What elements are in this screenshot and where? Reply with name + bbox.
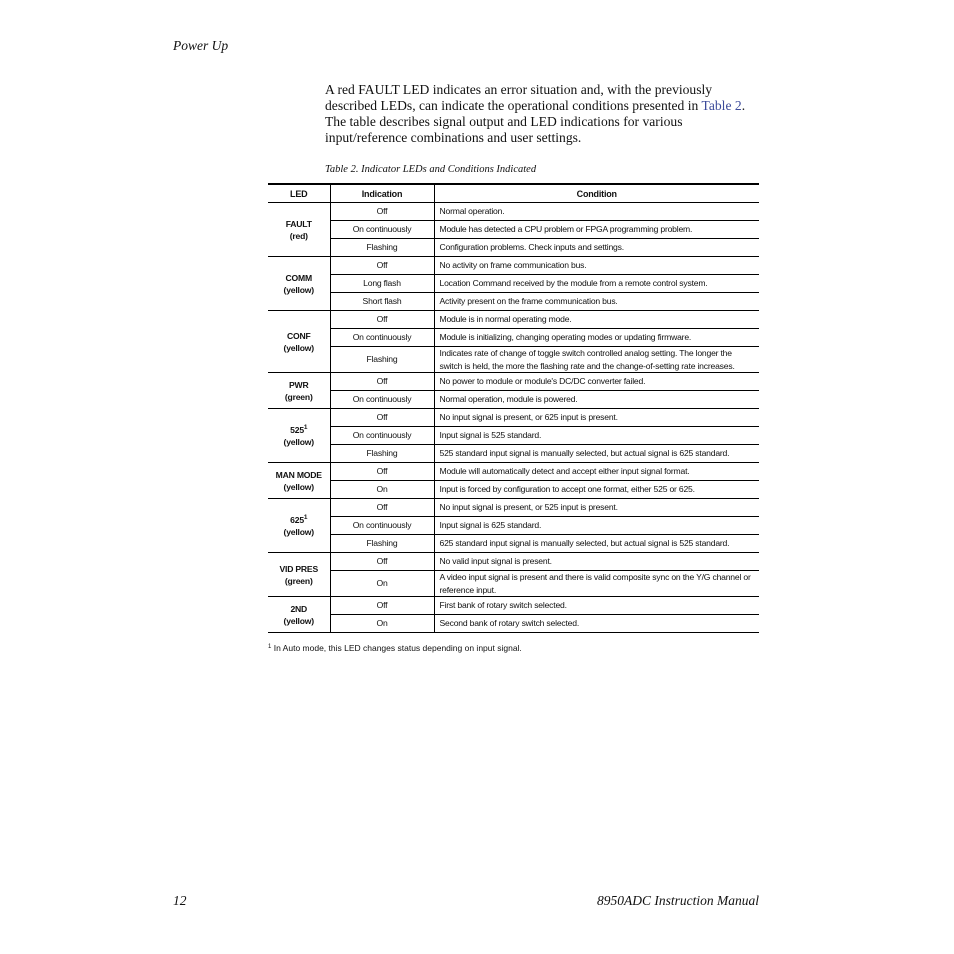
indication-cell: Off: [330, 463, 434, 481]
led-color: (yellow): [283, 526, 314, 537]
condition-cell: Second bank of rotary switch selected.: [434, 615, 759, 633]
indication-cell: On: [330, 481, 434, 499]
condition-cell: No input signal is present, or 625 input is present.: [434, 409, 759, 427]
condition-cell: No activity on frame communication bus.: [434, 257, 759, 275]
led-name: PWR: [289, 379, 309, 390]
table-row: [268, 293, 759, 311]
table-row: [268, 427, 759, 445]
led-cell: [268, 553, 330, 597]
condition-cell: Input signal is 525 standard.: [434, 427, 759, 445]
condition-cell: 525 standard input signal is manually selected, but actual signal is 625 standard.: [434, 445, 759, 463]
led-cell: [268, 597, 330, 633]
led-color: (green): [284, 391, 313, 402]
condition-cell: First bank of rotary switch selected.: [434, 597, 759, 615]
table-row: [268, 445, 759, 463]
condition-cell: Module has detected a CPU problem or FPGA programming problem.: [434, 221, 759, 239]
indication-cell: On continuously: [330, 391, 434, 409]
led-name: FAULT: [285, 218, 312, 229]
footnote-text: In Auto mode, this LED changes status depending on input signal.: [271, 643, 522, 653]
table-row: [268, 463, 759, 481]
led-color: (yellow): [283, 615, 314, 626]
condition-cell: Input signal is 625 standard.: [434, 517, 759, 535]
led-conditions-table: [268, 183, 759, 633]
table-row: [268, 275, 759, 293]
page-number: 12: [173, 893, 187, 908]
table-2-link[interactable]: Table 2: [701, 98, 742, 113]
table-row: [268, 499, 759, 517]
condition-cell: No valid input signal is present.: [434, 553, 759, 571]
led-cell: [268, 499, 330, 553]
led-color: (yellow): [283, 284, 314, 295]
led-color: (yellow): [283, 342, 314, 353]
table-row: [268, 553, 759, 571]
intro-paragraph: [325, 82, 765, 146]
header-indication: Indication: [330, 184, 434, 203]
indication-cell: On continuously: [330, 517, 434, 535]
indication-cell: Long flash: [330, 275, 434, 293]
indication-cell: Flashing: [330, 347, 434, 373]
condition-cell: Module is initializing, changing operating modes or updating firmware.: [434, 329, 759, 347]
led-color: (yellow): [283, 436, 314, 447]
led-name: 2ND: [290, 603, 308, 614]
led-cell: [268, 463, 330, 499]
header-condition: Condition: [434, 184, 759, 203]
indication-cell: Off: [330, 409, 434, 427]
led-cell: [268, 373, 330, 409]
table-row: [268, 257, 759, 275]
table-row: [268, 391, 759, 409]
condition-cell: Configuration problems. Check inputs and settings.: [434, 239, 759, 257]
intro-text-2: . The table describes signal output and LED indications for various input/reference combinations and user settings.: [325, 98, 746, 145]
manual-title: 8950ADC Instruction Manual: [597, 893, 759, 908]
led-cell: [268, 311, 330, 373]
table-row: [268, 597, 759, 615]
condition-cell: Normal operation, module is powered.: [434, 391, 759, 409]
intro-text-1: A red FAULT LED indicates an error situation and, with the previously described LEDs, can indicate the operational conditions presented in: [325, 82, 713, 113]
condition-cell: 625 standard input signal is manually selected, but actual signal is 525 standard.: [434, 535, 759, 553]
led-name: 625: [290, 514, 304, 525]
condition-cell: Activity present on the frame communication bus.: [434, 293, 759, 311]
table-body: [268, 203, 759, 633]
led-cell: [268, 203, 330, 257]
led-color: (red): [289, 230, 308, 241]
led-cell: [268, 409, 330, 463]
table-footnote: [268, 643, 522, 653]
table-row: [268, 221, 759, 239]
table-row: [268, 409, 759, 427]
condition-cell: A video input signal is present and there is valid composite sync on the Y/G channel or reference input.: [434, 571, 759, 597]
table-row: [268, 311, 759, 329]
table-row: [268, 481, 759, 499]
header-led: LED: [268, 184, 330, 203]
indication-cell: On continuously: [330, 427, 434, 445]
led-color: (green): [284, 575, 313, 586]
indication-cell: Flashing: [330, 239, 434, 257]
table-row: [268, 239, 759, 257]
indication-cell: Off: [330, 311, 434, 329]
condition-cell: Input is forced by configuration to accept one format, either 525 or 625.: [434, 481, 759, 499]
footnote-ref: 1: [303, 513, 308, 521]
condition-cell: No power to module or module's DC/DC converter failed.: [434, 373, 759, 391]
indication-cell: On: [330, 571, 434, 597]
table-header-row: [268, 184, 759, 203]
led-name: MAN MODE: [275, 469, 322, 480]
condition-cell: No input signal is present, or 525 input is present.: [434, 499, 759, 517]
indication-cell: On continuously: [330, 329, 434, 347]
table-row: [268, 329, 759, 347]
indication-cell: On continuously: [330, 221, 434, 239]
footnote-ref: 1: [303, 423, 308, 431]
led-name: COMM: [285, 272, 312, 283]
condition-cell: Location Command received by the module from a remote control system.: [434, 275, 759, 293]
condition-cell: Module is in normal operating mode.: [434, 311, 759, 329]
led-name: CONF: [286, 330, 311, 341]
indication-cell: Off: [330, 203, 434, 221]
condition-cell: Module will automatically detect and accept either input signal format.: [434, 463, 759, 481]
condition-cell: Indicates rate of change of toggle switch controlled analog setting. The longer the switch is held, the more the flashing rate and the change-of-setting rate increases.: [434, 347, 759, 373]
led-color: (yellow): [283, 481, 314, 492]
indication-cell: Off: [330, 499, 434, 517]
condition-cell: Normal operation.: [434, 203, 759, 221]
indication-cell: Off: [330, 373, 434, 391]
indication-cell: Flashing: [330, 445, 434, 463]
indication-cell: Off: [330, 553, 434, 571]
indication-cell: Off: [330, 257, 434, 275]
led-name: VID PRES: [279, 563, 318, 574]
indication-cell: Off: [330, 597, 434, 615]
led-name: 525: [290, 424, 304, 435]
running-header: Power Up: [173, 38, 229, 53]
indication-cell: Short flash: [330, 293, 434, 311]
table-row: [268, 615, 759, 633]
table-row: [268, 373, 759, 391]
led-cell: [268, 257, 330, 311]
indication-cell: On: [330, 615, 434, 633]
table-row: [268, 203, 759, 221]
indication-cell: Flashing: [330, 535, 434, 553]
table-caption: Table 2. Indicator LEDs and Conditions Indicated: [325, 164, 537, 175]
table-row: [268, 517, 759, 535]
table-row: [268, 535, 759, 553]
footnote-marker: 1: [268, 644, 272, 650]
table-row: [268, 347, 759, 373]
table-row: [268, 571, 759, 597]
